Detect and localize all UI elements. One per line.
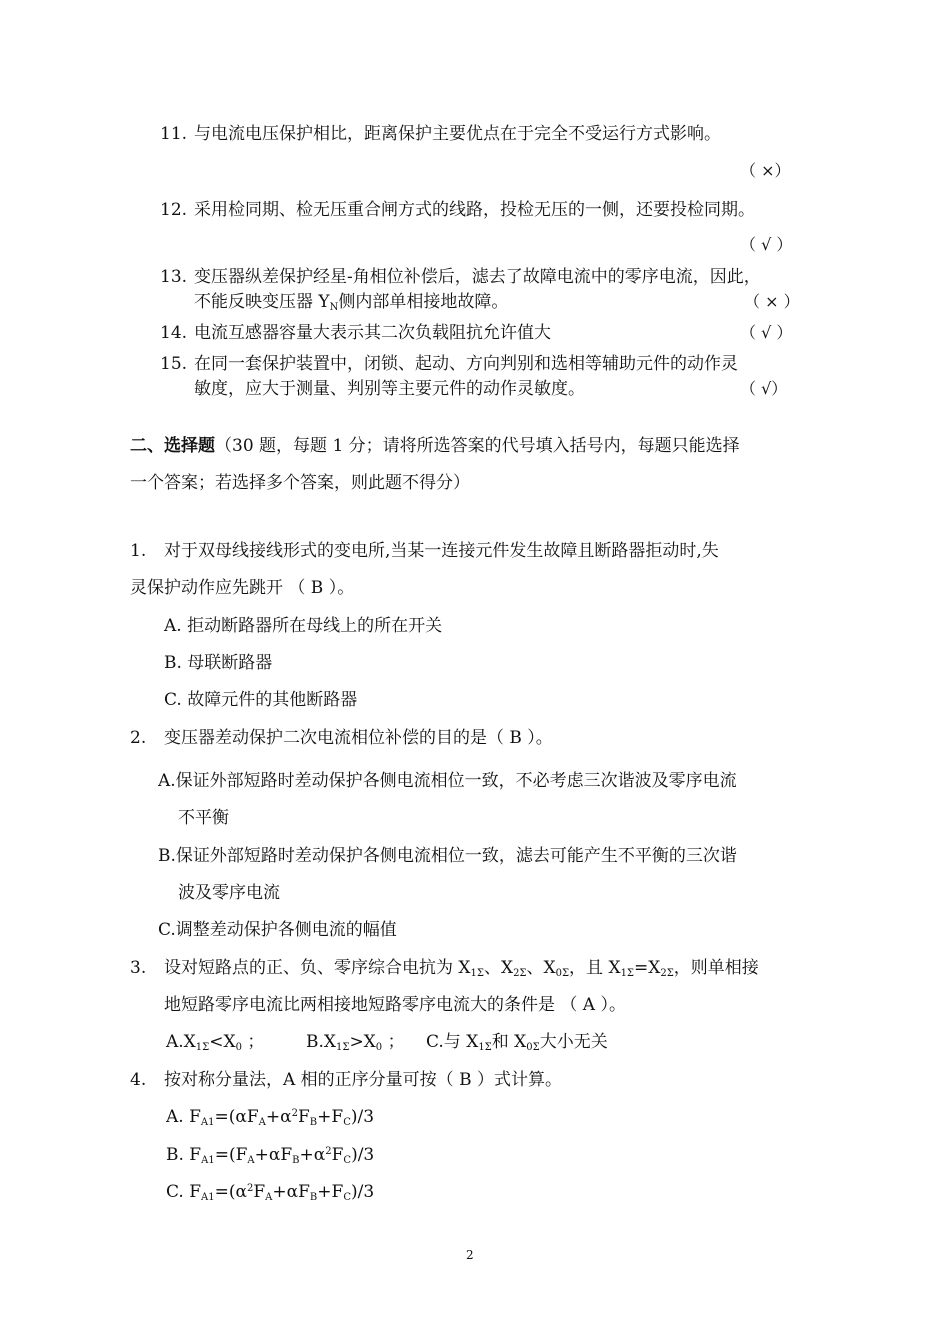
judgment-item-15: 15. 在同一套保护装置中，闭锁、起动、方向判别和选相等辅助元件的动作灵: [160, 354, 738, 374]
section-heading: 二、选择题（30 题，每题 1 分；请将所选答案的代号填入括号内，每题只能选择: [130, 436, 740, 456]
judgment-item-13: 13. 变压器纵差保护经星-角相位补偿后，滤去了故障电流中的零序电流，因此，: [160, 267, 761, 287]
question-2: 2. 变压器差动保护二次电流相位补偿的目的是（ B ）。: [130, 728, 553, 748]
judgment-answer-12: （ √ ）: [740, 235, 793, 254]
question-2-option-c: C.调整差动保护各侧电流的幅值: [158, 920, 397, 940]
section-description: 一个答案；若选择多个答案，则此题不得分）: [130, 473, 470, 493]
question-4-option-b: B. $F_{A1}=(F_A+\alpha F_B+\alpha^2F_C)/3$: [166, 1145, 375, 1166]
question-1: 1. 对于双母线接线形式的变电所,当某一连接元件发生故障且断路器拒动时,失: [130, 541, 719, 561]
question-2-option-a: A.保证外部短路时差动保护各侧电流相位一致，不必考虑三次谐波及零序电流: [158, 771, 737, 791]
judgment-item-14: 14. 电流互感器容量大表示其二次负载阻抗允许值大: [160, 323, 551, 343]
judgment-answer-15: （ √）: [740, 379, 788, 398]
judgment-answer-13: （ × ）: [744, 292, 800, 311]
question-1-option-a: A. 拒动断路器所在母线上的所在开关: [164, 616, 443, 636]
judgment-item-15-line2: 敏度，应大于测量、判别等主要元件的动作灵敏度。: [194, 379, 585, 399]
judgment-answer-11: （ ×）: [740, 161, 791, 180]
question-1-option-b: B. 母联断路器: [164, 653, 273, 673]
judgment-item-13-line2: 不能反映变压器 $Y_N$侧内部单相接地故障。: [194, 292, 509, 313]
question-1-option-c: C. 故障元件的其他断路器: [164, 690, 358, 710]
judgment-item-12: 12. 采用检同期、检无压重合闸方式的线路，投检无压的一侧，还要投检同期。: [160, 200, 755, 220]
judgment-item-11: 11. 与电流电压保护相比，距离保护主要优点在于完全不受运行方式影响。: [160, 124, 721, 144]
judgment-answer-14: （ √ ）: [740, 323, 793, 342]
question-3-line2: 地短路零序电流比两相接地短路零序电流大的条件是 （ A ）。: [164, 995, 626, 1015]
question-3-option-a: $A.X_{1\Sigma}<X_0$ ；: [166, 1032, 265, 1053]
question-3-option-c: C.与 $X_{1\Sigma}$和 $X_{0\Sigma}$大小无关: [426, 1032, 608, 1053]
page-number: 2: [466, 1248, 474, 1262]
question-4-option-a: A. $F_{A1}=(\alpha F_A+\alpha^2F_B+F_C)/3$: [166, 1107, 375, 1128]
question-3-option-b: $B.X_{1\Sigma}>X_0$ ；: [306, 1032, 405, 1053]
question-1-line2: 灵保护动作应先跳开 （ B ）。: [130, 578, 355, 598]
question-4-option-c: C. $F_{A1}=(\alpha^2F_A+\alpha F_B+F_C)/3$: [166, 1182, 375, 1203]
question-2-option-b-line2: 波及零序电流: [178, 883, 280, 903]
question-2-option-a-line2: 不平衡: [178, 808, 229, 828]
question-4: 4. 按对称分量法，A 相的正序分量可按（ B ）式计算。: [130, 1070, 562, 1090]
question-3: 3. 设对短路点的正、负、零序综合电抗为 $X_{1\Sigma}$、$X_{2\Sigma}$、$X_{0\Sigma}$，且 $X_{1\Sigma}=X_{2\Sigma}$，则单相接: [130, 958, 759, 979]
question-2-option-b: B.保证外部短路时差动保护各侧电流相位一致，滤去可能产生不平衡的三次谐: [158, 846, 737, 866]
